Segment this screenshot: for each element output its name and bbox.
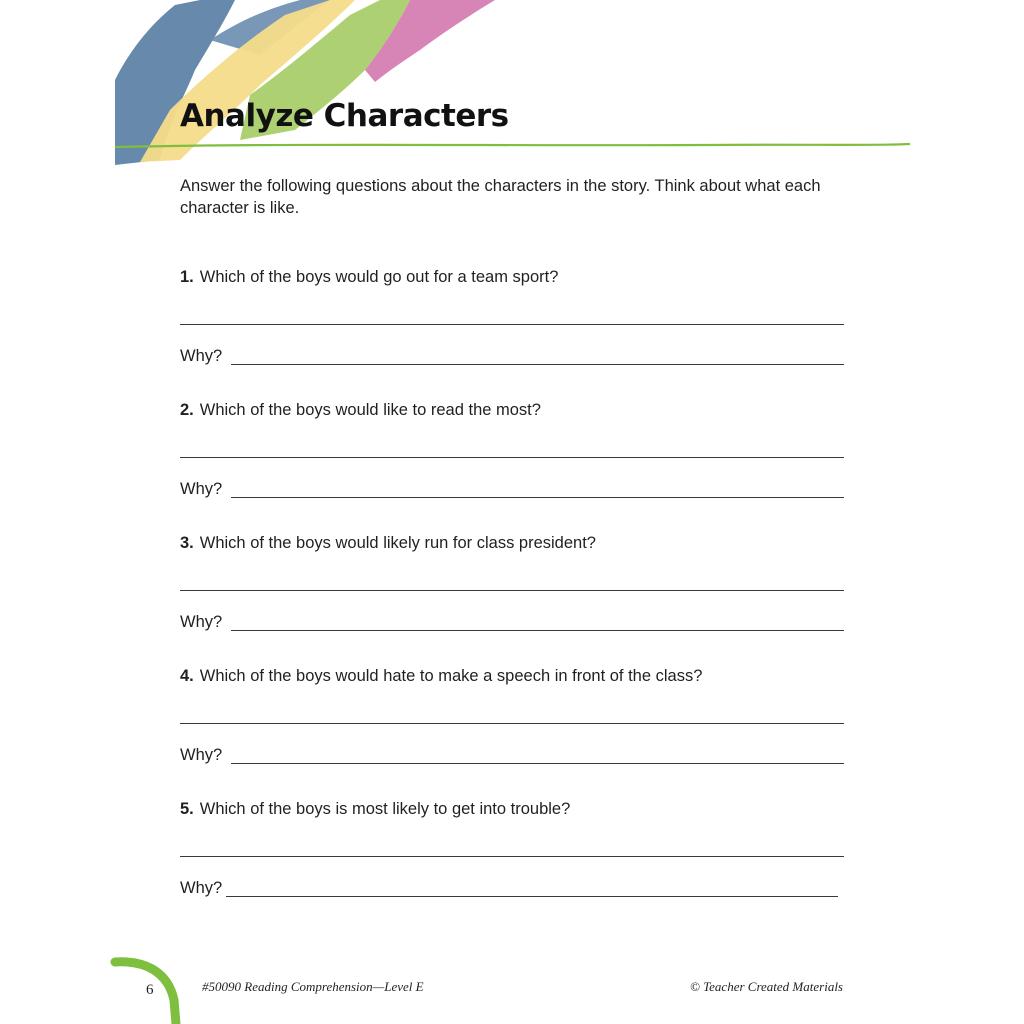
question-text: Which of the boys is most likely to get into trouble? [199, 800, 571, 818]
why-row [180, 479, 844, 501]
why-row [180, 346, 844, 368]
answer-line[interactable] [180, 457, 844, 458]
why-answer-line[interactable] [231, 763, 844, 764]
footer-book-title: #50090 Reading Comprehension—Level E [202, 979, 424, 994]
question-text: Which of the boys would likely run for class president? [199, 534, 596, 552]
question-number: 3. [180, 534, 194, 552]
question-4 [180, 666, 844, 686]
question-number: 2. [180, 401, 194, 419]
question-5 [180, 799, 844, 819]
question-3 [180, 533, 844, 553]
question-2 [180, 400, 844, 420]
why-label: Why? [180, 347, 223, 365]
question-1 [180, 267, 844, 287]
answer-line[interactable] [180, 324, 844, 325]
why-label: Why? [180, 480, 223, 498]
question-block-5 [180, 799, 844, 897]
question-text: Which of the boys would go out for a team sport? [199, 268, 559, 286]
answer-line[interactable] [180, 590, 844, 591]
question-block-4 [180, 666, 844, 764]
question-number: 4. [180, 667, 194, 685]
question-text: Which of the boys would hate to make a speech in front of the class? [199, 667, 703, 685]
question-number: 1. [180, 268, 194, 286]
why-row [180, 612, 844, 634]
question-block-1 [180, 267, 844, 365]
page-number: 6 [146, 982, 154, 998]
question-block-2 [180, 400, 844, 498]
why-answer-line[interactable] [231, 364, 844, 365]
page-title: Analyze Characters [180, 98, 509, 134]
answer-line[interactable] [180, 856, 844, 857]
why-answer-line[interactable] [231, 497, 844, 498]
why-answer-line[interactable] [226, 896, 838, 897]
question-block-3 [180, 533, 844, 631]
question-text: Which of the boys would like to read the most? [199, 401, 541, 419]
why-label: Why? [180, 613, 223, 631]
question-number: 5. [180, 800, 194, 818]
why-answer-line[interactable] [231, 630, 844, 631]
instructions-text: Answer the following questions about the characters in the story. Think about what each character is like. [180, 177, 821, 217]
why-label: Why? [180, 746, 223, 764]
footer-green-arc [0, 950, 200, 1024]
header-paint-strokes [0, 0, 1024, 175]
why-row [180, 745, 844, 767]
why-label: Why? [180, 879, 223, 897]
footer-copyright: © Teacher Created Materials [690, 979, 843, 994]
why-row [180, 878, 844, 900]
answer-line[interactable] [180, 723, 844, 724]
